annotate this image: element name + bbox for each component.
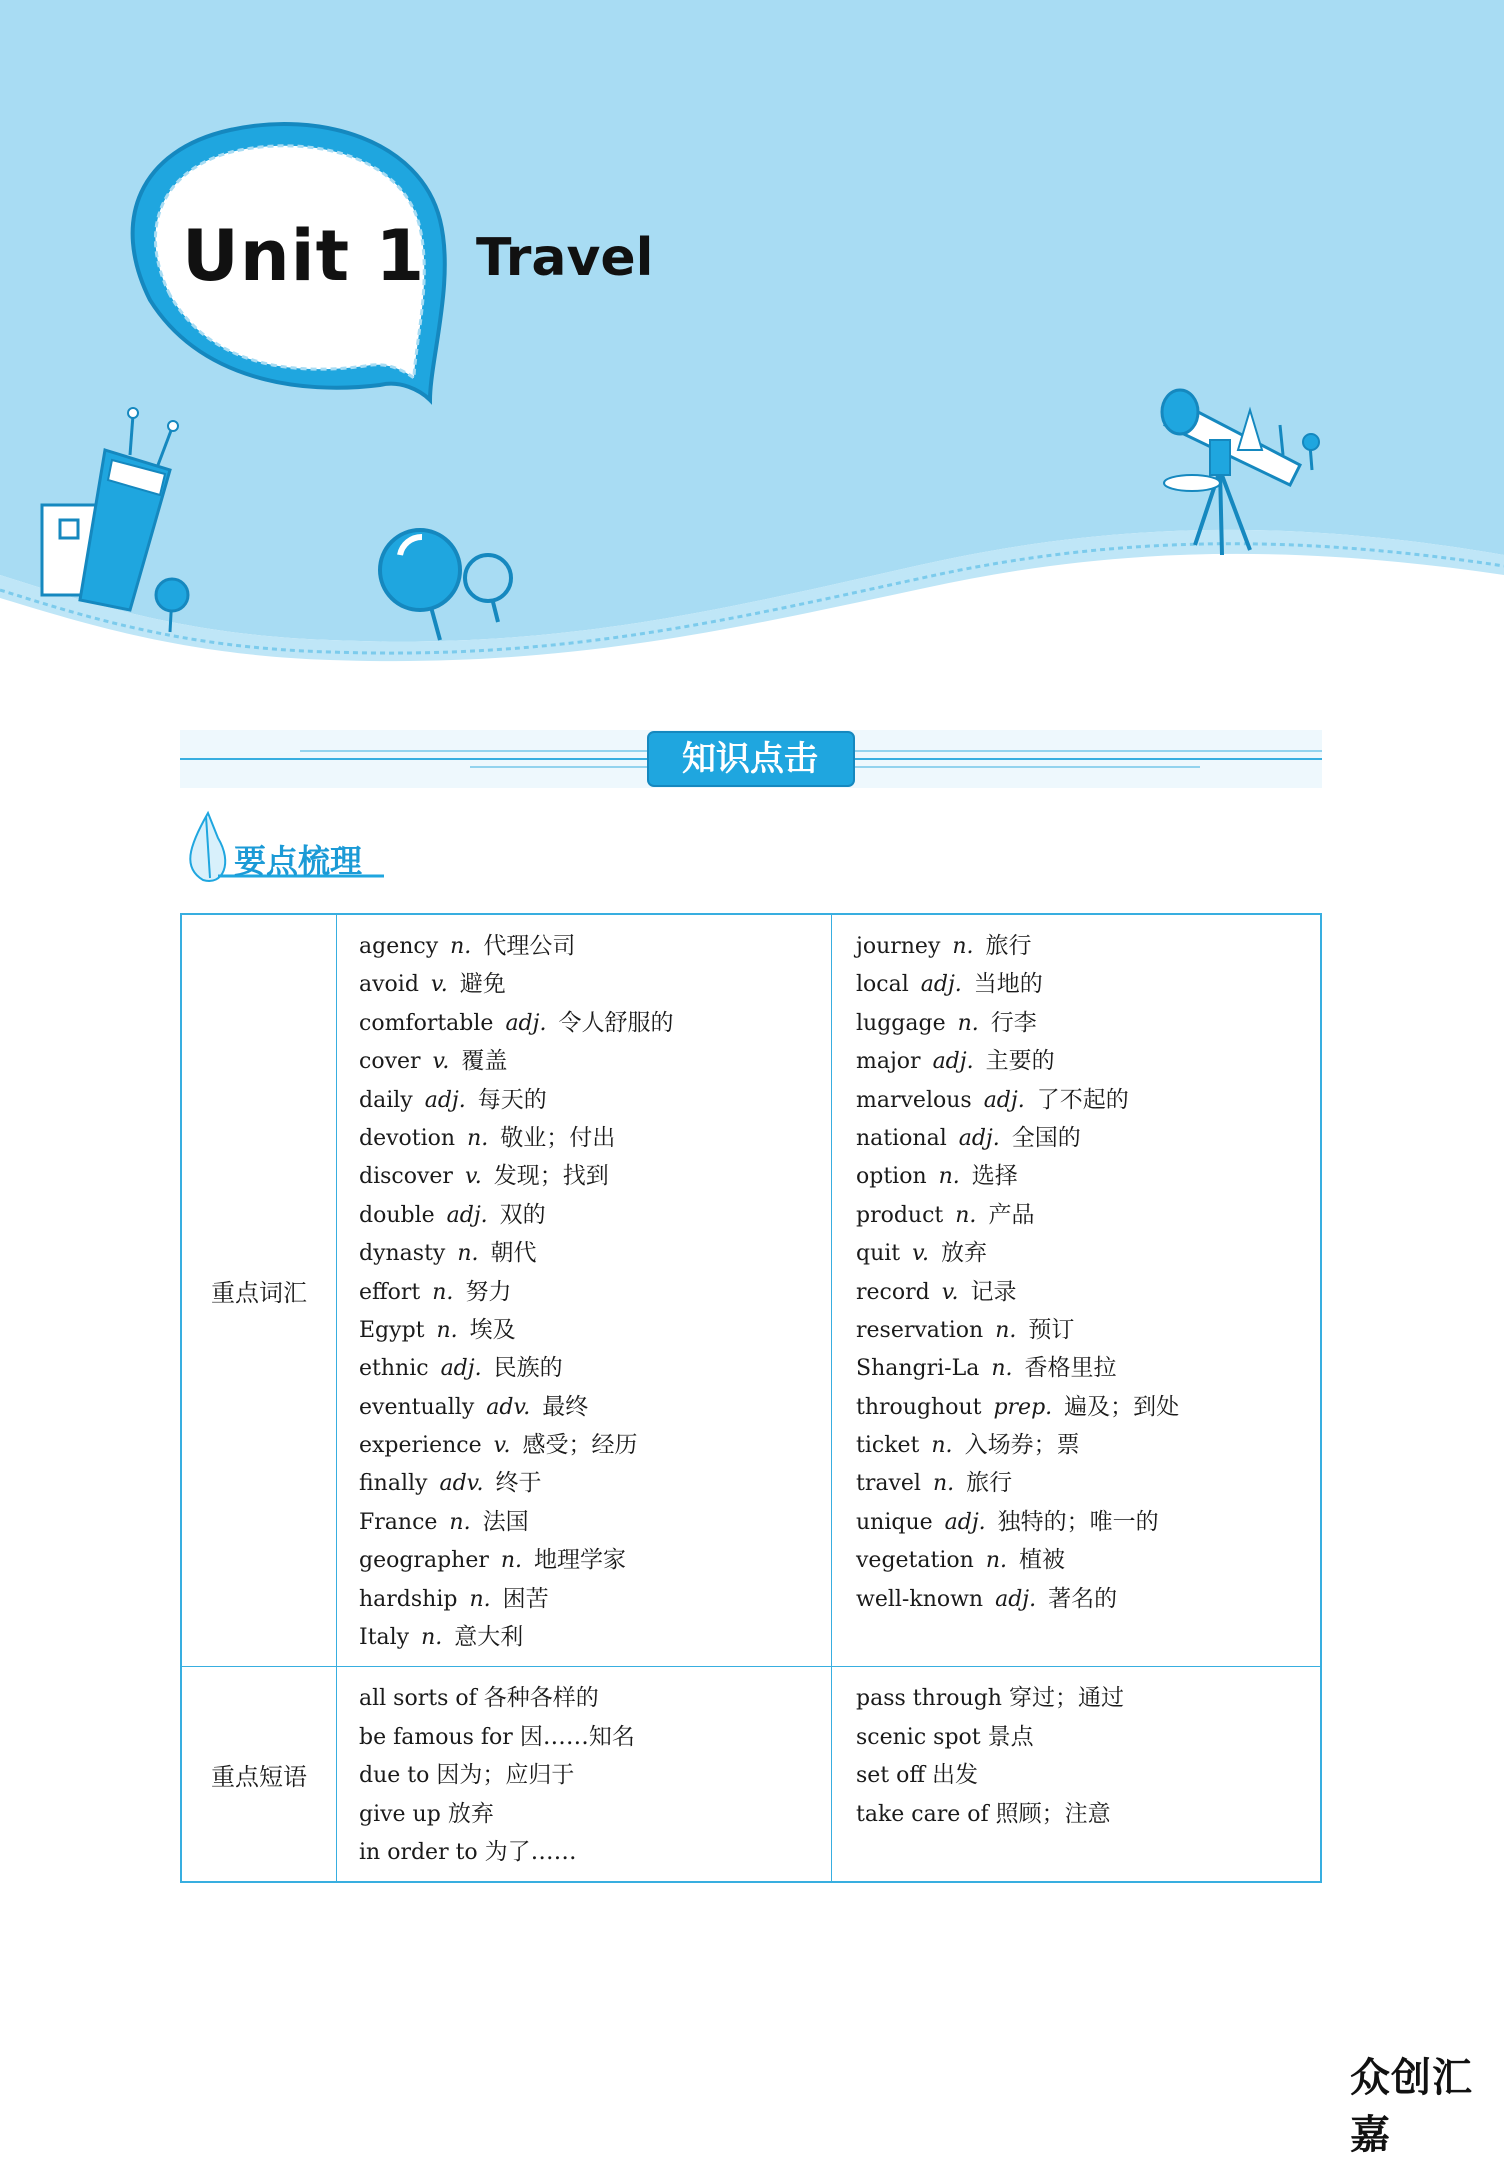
term: national xyxy=(856,1125,947,1151)
meaning: 放弃 xyxy=(940,1240,987,1267)
meaning: 旅行 xyxy=(966,1470,1013,1497)
term: reservation xyxy=(856,1317,984,1343)
part-of-speech: adj. xyxy=(995,1586,1037,1612)
part-of-speech: n. xyxy=(449,1509,471,1535)
vocab-item xyxy=(856,1349,1320,1387)
meaning: 主要的 xyxy=(985,1048,1055,1075)
vocab-left-column xyxy=(337,914,832,1667)
term: set off xyxy=(856,1763,926,1789)
term: product xyxy=(856,1202,944,1228)
part-of-speech: v. xyxy=(493,1433,511,1459)
subheading-title: 要点梳理 xyxy=(234,842,363,880)
phrase-item xyxy=(359,1833,831,1871)
phrase-item xyxy=(856,1756,1320,1794)
meaning: 行李 xyxy=(990,1009,1037,1036)
term: ethnic xyxy=(359,1356,429,1382)
vocab-item xyxy=(856,1004,1320,1042)
vocab-item xyxy=(856,1503,1320,1541)
term: Egypt xyxy=(359,1317,425,1343)
part-of-speech: n. xyxy=(938,1164,960,1190)
part-of-speech: n. xyxy=(955,1202,977,1228)
vocab-item xyxy=(359,927,831,965)
meaning: 朝代 xyxy=(490,1240,537,1267)
unit-title: Unit 1 xyxy=(182,215,426,297)
meaning: 法国 xyxy=(482,1508,529,1535)
part-of-speech: v. xyxy=(912,1241,929,1267)
term: effort xyxy=(359,1279,421,1305)
vocab-item xyxy=(359,1349,831,1387)
meaning: 香格里拉 xyxy=(1024,1355,1117,1382)
vocab-item xyxy=(856,1388,1320,1426)
vocab-item xyxy=(359,1081,831,1119)
term: Shangri-La xyxy=(856,1356,980,1382)
term: devotion xyxy=(359,1125,456,1151)
vocab-item xyxy=(359,1157,831,1195)
phrase-item xyxy=(359,1718,831,1756)
term: in order to xyxy=(359,1839,478,1865)
term: geographer xyxy=(359,1548,489,1574)
vocab-item xyxy=(856,1580,1320,1618)
part-of-speech: n. xyxy=(931,1433,953,1459)
part-of-speech: adj. xyxy=(958,1125,1000,1151)
unit-topic: Travel xyxy=(476,228,654,288)
term: France xyxy=(359,1509,438,1535)
part-of-speech: v. xyxy=(464,1164,482,1190)
vocab-item xyxy=(856,1464,1320,1502)
meaning: 双的 xyxy=(499,1201,546,1228)
meaning: 放弃 xyxy=(447,1800,494,1827)
meaning: 景点 xyxy=(987,1723,1034,1750)
part-of-speech: n. xyxy=(957,1010,979,1036)
meaning: 最终 xyxy=(542,1393,589,1420)
term: local xyxy=(856,972,909,998)
meaning: 预订 xyxy=(1028,1316,1075,1343)
vocab-item xyxy=(856,1426,1320,1464)
vocab-item xyxy=(359,1119,831,1157)
header-banner xyxy=(0,0,1504,670)
vocab-item xyxy=(359,1042,831,1080)
meaning: 旅行 xyxy=(985,933,1032,959)
part-of-speech: v. xyxy=(432,1049,450,1075)
vocab-item xyxy=(359,1464,831,1502)
phrase-item xyxy=(359,1679,831,1717)
term: give up xyxy=(359,1801,441,1827)
term: luggage xyxy=(856,1010,946,1036)
part-of-speech: adj. xyxy=(424,1087,466,1113)
term: be famous for xyxy=(359,1724,513,1750)
meaning: 记录 xyxy=(970,1278,1017,1305)
meaning: 敬业；付出 xyxy=(500,1124,616,1151)
meaning: 地理学家 xyxy=(534,1547,627,1574)
vocab-item xyxy=(856,927,1320,965)
part-of-speech: n. xyxy=(469,1586,491,1612)
section-title: 知识点击 xyxy=(682,739,818,779)
part-of-speech: prep. xyxy=(993,1394,1053,1420)
part-of-speech: n. xyxy=(991,1356,1013,1382)
term: hardship xyxy=(359,1586,458,1612)
meaning: 困苦 xyxy=(502,1585,549,1612)
part-of-speech: n. xyxy=(421,1625,443,1651)
vocab-item xyxy=(359,1426,831,1464)
meaning: 为了…… xyxy=(484,1838,577,1865)
term: finally xyxy=(359,1471,428,1497)
meaning: 产品 xyxy=(988,1201,1035,1228)
meaning: 因为；应归于 xyxy=(436,1762,575,1789)
vocab-item xyxy=(856,965,1320,1003)
part-of-speech: adj. xyxy=(920,972,962,998)
meaning: 了不起的 xyxy=(1036,1086,1129,1113)
meaning: 全国的 xyxy=(1011,1124,1081,1151)
term: agency xyxy=(359,934,439,959)
term: well-known xyxy=(856,1586,984,1612)
part-of-speech: n. xyxy=(436,1317,458,1343)
meaning: 避免 xyxy=(459,971,506,998)
part-of-speech: adv. xyxy=(486,1394,531,1420)
part-of-speech: n. xyxy=(457,1241,479,1267)
phrase-category: 重点短语 xyxy=(181,1667,337,1882)
meaning: 选择 xyxy=(971,1163,1018,1190)
meaning: 代理公司 xyxy=(483,933,576,959)
term: marvelous xyxy=(856,1087,972,1113)
meaning: 遍及；到处 xyxy=(1064,1393,1180,1420)
vocab-item xyxy=(359,1503,831,1541)
vocab-item xyxy=(359,1196,831,1234)
part-of-speech: adj. xyxy=(944,1509,986,1535)
vocab-category: 重点词汇 xyxy=(181,914,337,1667)
meaning: 各种各样的 xyxy=(483,1685,599,1712)
part-of-speech: n. xyxy=(467,1125,489,1151)
meaning: 覆盖 xyxy=(461,1048,508,1075)
meaning: 植被 xyxy=(1018,1547,1065,1574)
meaning: 当地的 xyxy=(973,971,1043,998)
phrase-row xyxy=(181,1667,1321,1882)
vocab-item xyxy=(359,965,831,1003)
term: double xyxy=(359,1202,435,1228)
part-of-speech: n. xyxy=(985,1548,1007,1574)
vocab-item xyxy=(359,1311,831,1349)
term: major xyxy=(856,1049,921,1075)
meaning: 感受；经历 xyxy=(522,1432,638,1459)
meaning: 每天的 xyxy=(477,1086,547,1113)
phrase-item xyxy=(359,1756,831,1794)
vocab-item xyxy=(359,1541,831,1579)
meaning: 民族的 xyxy=(493,1355,563,1382)
meaning: 意大利 xyxy=(454,1624,524,1651)
vocab-table xyxy=(180,913,1322,1883)
vocab-item xyxy=(359,1618,831,1656)
meaning: 埃及 xyxy=(469,1316,516,1343)
term: take care of xyxy=(856,1801,989,1827)
term: scenic spot xyxy=(856,1724,981,1750)
meaning: 终于 xyxy=(495,1470,542,1497)
vocab-item xyxy=(856,1234,1320,1272)
term: ticket xyxy=(856,1433,920,1459)
phrase-item xyxy=(856,1679,1320,1717)
term: avoid xyxy=(359,972,419,998)
meaning: 照顾；注意 xyxy=(995,1800,1111,1827)
term: daily xyxy=(359,1087,413,1113)
part-of-speech: n. xyxy=(952,934,974,959)
term: due to xyxy=(359,1763,430,1789)
vocab-item xyxy=(856,1541,1320,1579)
vocab-item xyxy=(359,1388,831,1426)
term: dynasty xyxy=(359,1241,446,1267)
part-of-speech: adj. xyxy=(932,1049,974,1075)
vocab-item xyxy=(856,1081,1320,1119)
term: Italy xyxy=(359,1625,410,1651)
term: quit xyxy=(856,1241,901,1267)
term: unique xyxy=(856,1509,933,1535)
vocab-right-column xyxy=(832,914,1322,1667)
phrase-item xyxy=(359,1795,831,1833)
term: pass through xyxy=(856,1686,1002,1712)
meaning: 出发 xyxy=(932,1762,979,1789)
phrase-right-column xyxy=(832,1667,1322,1882)
term: vegetation xyxy=(856,1548,974,1574)
term: all sorts of xyxy=(359,1686,477,1712)
term: option xyxy=(856,1164,927,1190)
term: throughout xyxy=(856,1394,982,1420)
part-of-speech: n. xyxy=(432,1279,454,1305)
part-of-speech: v. xyxy=(941,1279,959,1305)
phrase-item xyxy=(856,1795,1320,1833)
term: comfortable xyxy=(359,1010,494,1036)
part-of-speech: n. xyxy=(450,934,472,959)
vocab-item xyxy=(856,1311,1320,1349)
vocab-item xyxy=(359,1234,831,1272)
meaning: 努力 xyxy=(465,1278,512,1305)
meaning: 穿过；通过 xyxy=(1008,1685,1124,1712)
vocab-item xyxy=(359,1273,831,1311)
vocab-item xyxy=(359,1004,831,1042)
part-of-speech: n. xyxy=(995,1317,1017,1343)
meaning: 独特的；唯一的 xyxy=(997,1508,1159,1535)
vocab-item xyxy=(359,1580,831,1618)
part-of-speech: adj. xyxy=(505,1010,547,1036)
term: cover xyxy=(359,1049,421,1075)
term: journey xyxy=(856,934,941,959)
vocab-item xyxy=(856,1196,1320,1234)
term: travel xyxy=(856,1471,921,1497)
part-of-speech: adj. xyxy=(446,1202,488,1228)
term: eventually xyxy=(359,1394,475,1420)
vocab-item xyxy=(856,1042,1320,1080)
part-of-speech: adj. xyxy=(440,1356,482,1382)
vocab-row xyxy=(181,914,1321,1667)
meaning: 令人舒服的 xyxy=(558,1009,674,1036)
term: experience xyxy=(359,1433,482,1459)
part-of-speech: v. xyxy=(430,972,448,998)
vocab-item xyxy=(856,1157,1320,1195)
meaning: 发现；找到 xyxy=(493,1163,609,1190)
part-of-speech: adj. xyxy=(983,1087,1025,1113)
part-of-speech: n. xyxy=(932,1471,955,1497)
phrase-left-column xyxy=(337,1667,832,1882)
term: record xyxy=(856,1279,930,1305)
term: discover xyxy=(359,1164,453,1190)
part-of-speech: n. xyxy=(500,1548,523,1574)
vocab-item xyxy=(856,1273,1320,1311)
phrase-item xyxy=(856,1718,1320,1756)
meaning: 入场券；票 xyxy=(964,1432,1080,1459)
meaning: 因……知名 xyxy=(519,1723,635,1750)
vocab-item xyxy=(856,1119,1320,1157)
part-of-speech: adv. xyxy=(439,1471,484,1497)
meaning: 著名的 xyxy=(1048,1585,1118,1612)
watermark: 众创汇嘉 xyxy=(1350,2055,1473,2158)
